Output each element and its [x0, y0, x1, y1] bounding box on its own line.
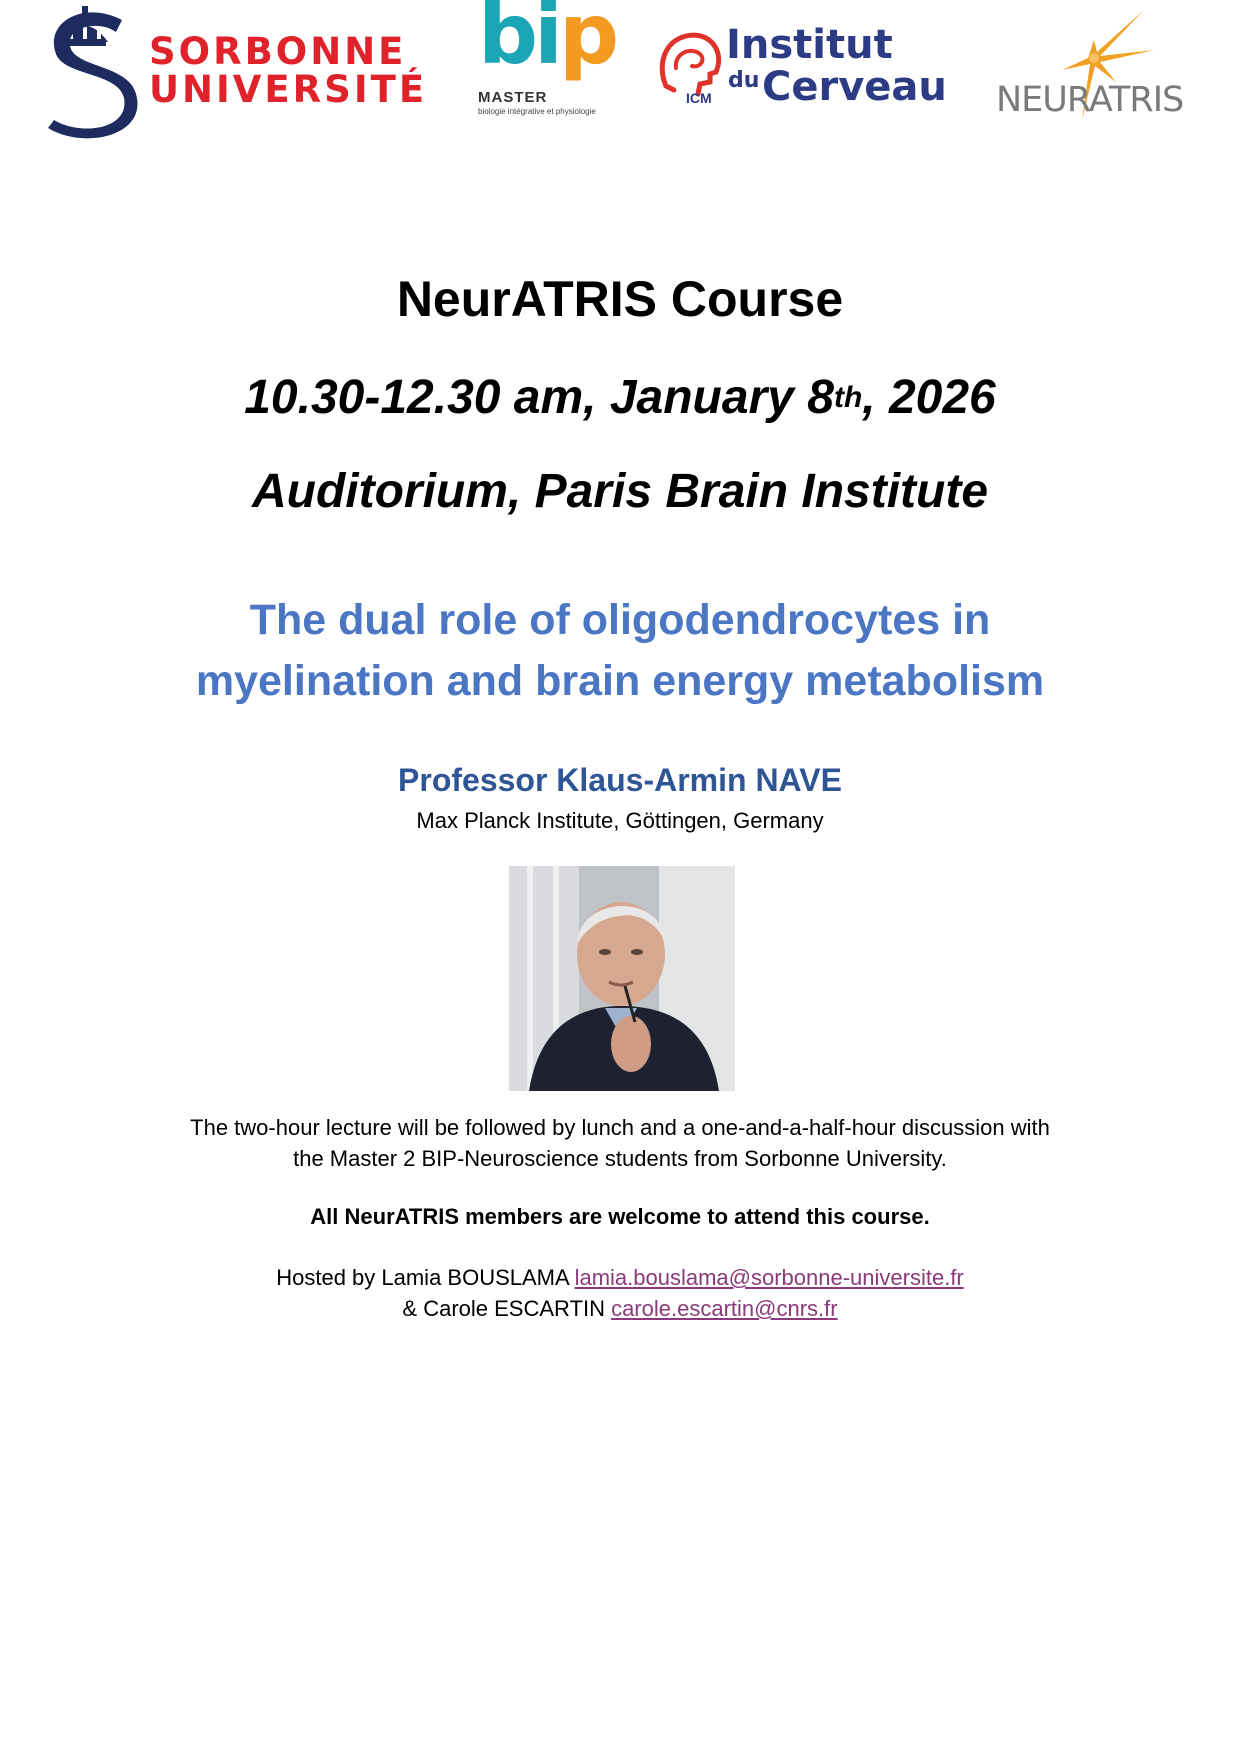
bip-wordmark: bip [478, 0, 616, 83]
host1-email-link[interactable]: lamia.bouslama@sorbonne-universite.fr [574, 1265, 964, 1290]
neuratris-wordmark: NEURATRIS [996, 80, 1184, 120]
icm-label: ICM [686, 90, 712, 106]
course-date-main: 10.30-12.30 am, January 8 [244, 371, 834, 424]
institut-du-cerveau-logo [656, 22, 956, 118]
course-venue: Auditorium, Paris Brain Institute [251, 465, 989, 518]
neuratris-logo [994, 10, 1194, 125]
lecture-title-line1: The dual role of oligodendrocytes in [249, 596, 991, 644]
sorbonne-line2: UNIVERSITÉ [149, 68, 428, 111]
speaker-affiliation: Max Planck Institute, Göttingen, Germany [416, 808, 824, 833]
hosts-block [0, 1262, 1240, 1324]
host2-name: & Carole ESCARTIN [402, 1296, 612, 1321]
event-note [0, 1112, 1240, 1174]
bip-master-logo [478, 0, 628, 124]
host-line-1 [0, 1262, 1240, 1293]
bip-subtitle: biologie intégrative et physiologie [478, 107, 596, 116]
lecture-title [0, 590, 1240, 712]
lecture-title-line2: myelination and brain energy metabolism [195, 657, 1045, 705]
course-date-ordinal: th [833, 381, 863, 414]
event-note-line2: the Master 2 BIP-Neuroscience students from Sorbonne University. [293, 1146, 947, 1171]
icm-cerveau-text: Cerveau [762, 64, 947, 110]
host2-email-link[interactable]: carole.escartin@cnrs.fr [611, 1296, 838, 1321]
course-title: NeurATRIS Course [396, 271, 844, 327]
event-note-line1: The two-hour lecture will be followed by lunch and a one-and-a-half-hour discussion with [190, 1115, 1050, 1140]
sorbonne-logo [44, 2, 428, 144]
host-line-2 [0, 1293, 1240, 1324]
speaker-name: Professor Klaus-Armin NAVE [398, 762, 842, 798]
icm-du-text: du [728, 68, 760, 93]
sorbonne-s-emblem-icon [44, 2, 144, 144]
host1-name: Hosted by Lamia BOUSLAMA [276, 1265, 575, 1290]
course-date-year: , 2026 [862, 371, 996, 424]
welcome-line: All NeurATRIS members are welcome to attend this course. [310, 1204, 930, 1229]
sorbonne-line1: SORBONNE [149, 30, 407, 73]
course-date [0, 370, 1240, 425]
speaker-portrait-photo [509, 866, 735, 1091]
bip-master-label: MASTER [478, 89, 548, 106]
icm-institut-text: Institut [726, 22, 893, 68]
